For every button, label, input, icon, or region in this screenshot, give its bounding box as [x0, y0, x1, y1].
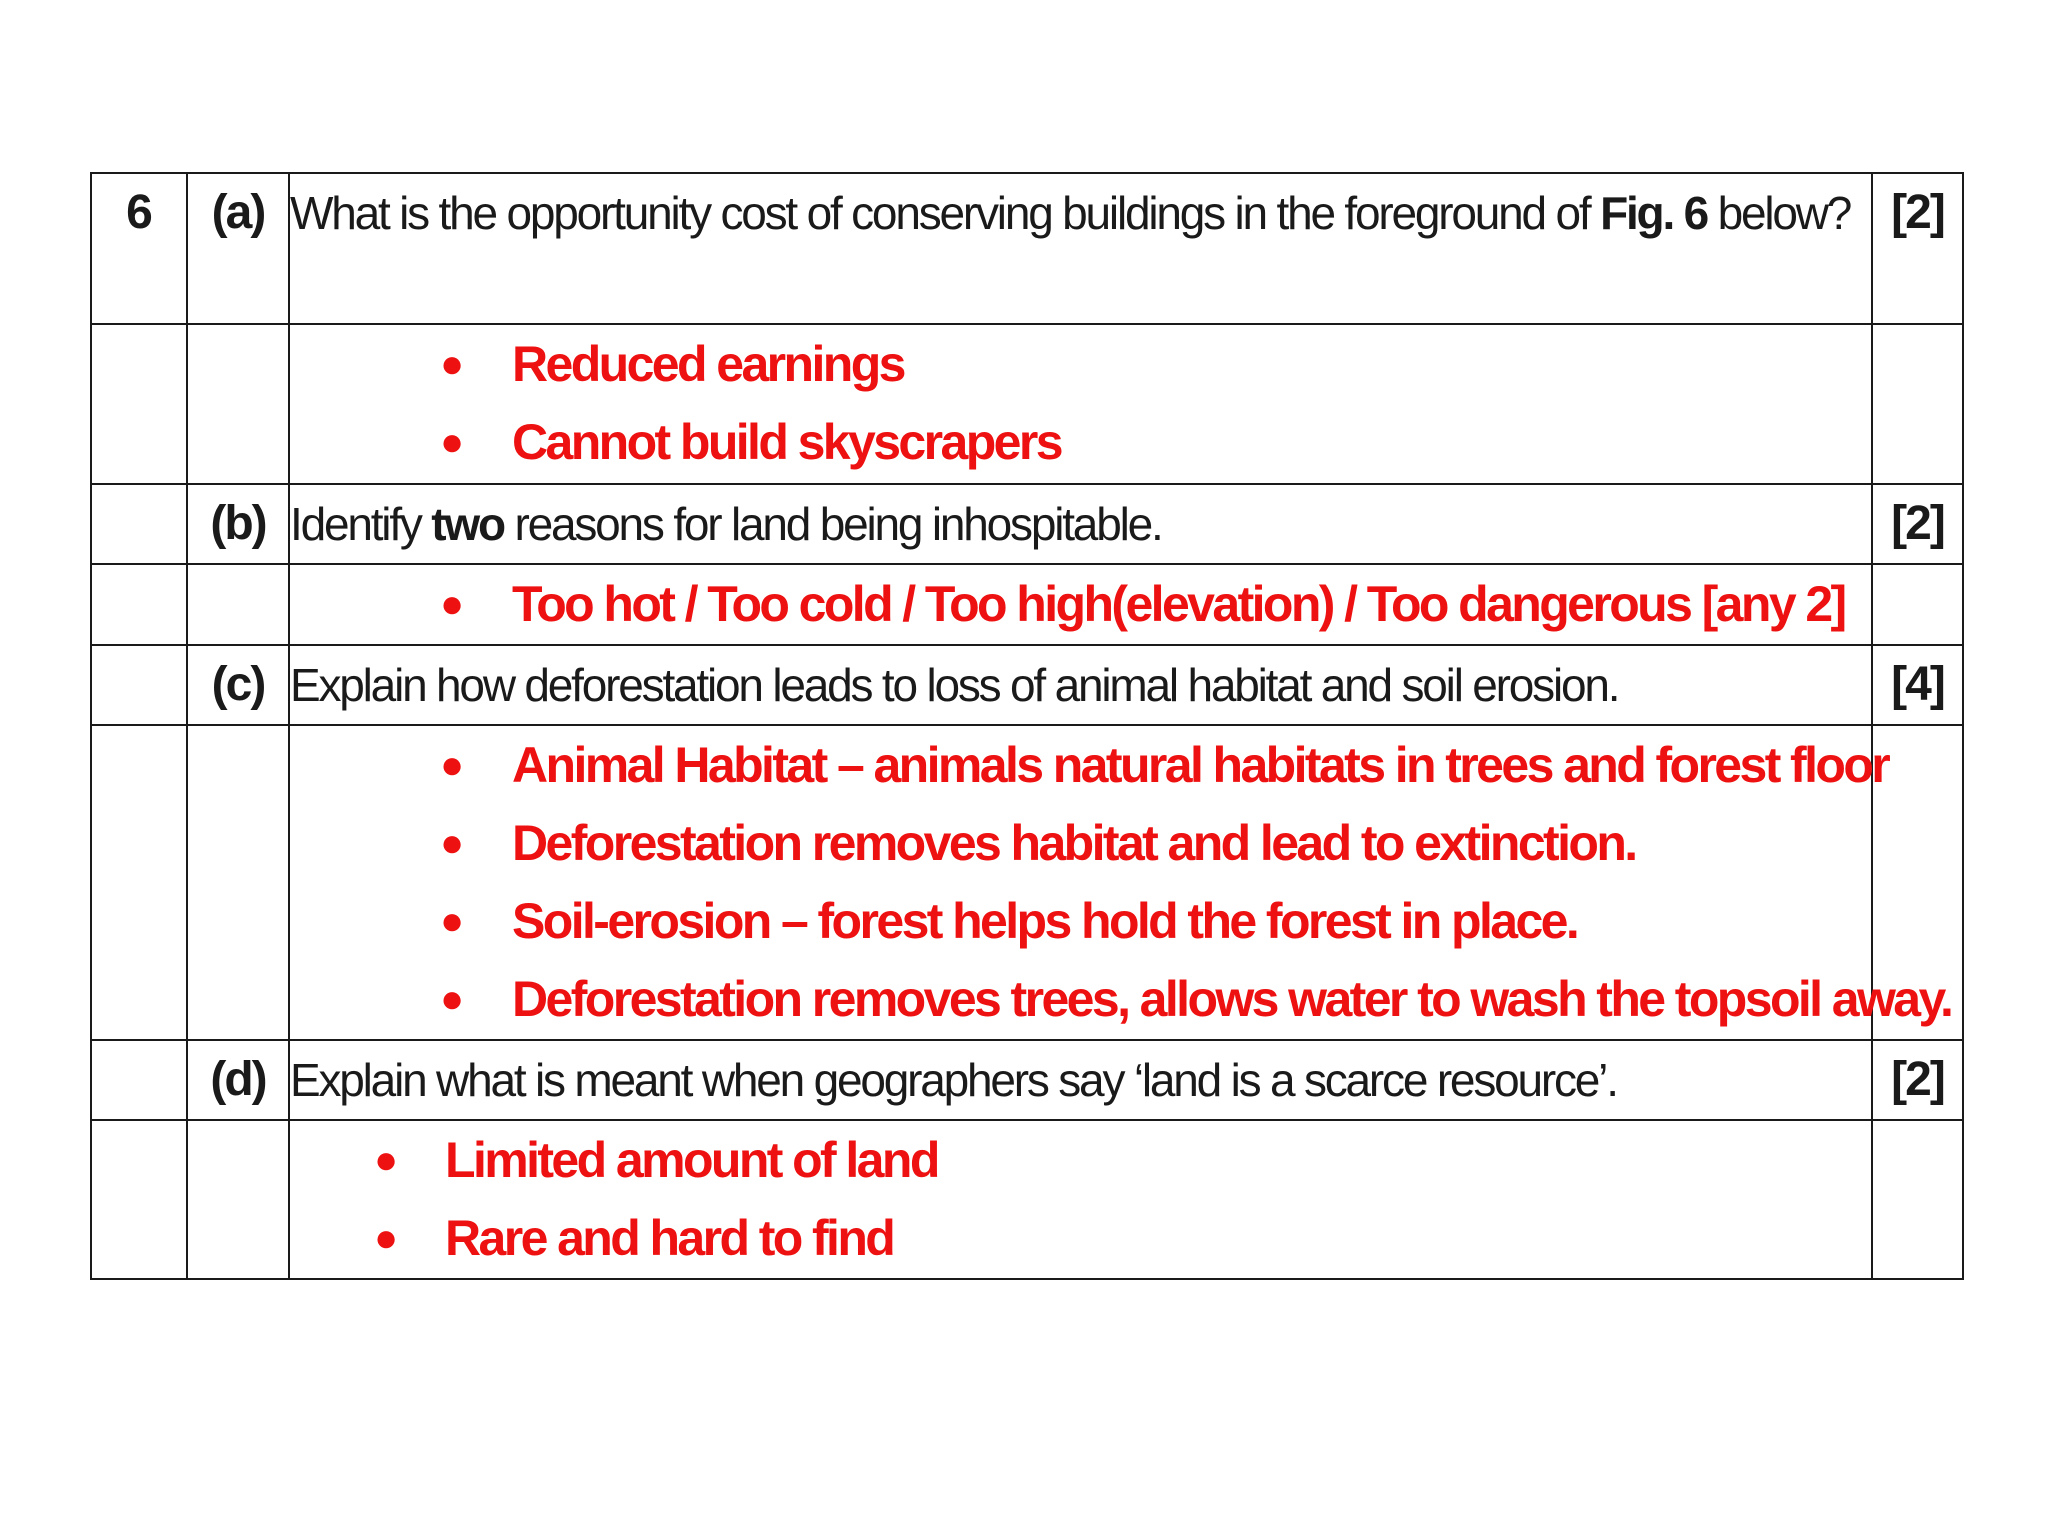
marks-c: [4] [1872, 645, 1963, 725]
question-number: 6 [91, 173, 187, 324]
bullet-icon: ● [440, 342, 462, 386]
answer-cell-a [289, 324, 1872, 484]
bullet-icon: ● [440, 743, 462, 787]
answer-cell-c [289, 725, 1952, 1040]
bullet-icon: ● [440, 582, 462, 626]
answer-item: ● Too hot / Too cold / Too high(elevation) / Too dangerous [any 2] [290, 565, 1871, 643]
question-text-a: What is the opportunity cost of conserving buildings in the foreground of Fig. 6 below? [289, 173, 1872, 324]
part-label-a: (a) [187, 173, 289, 324]
bullet-icon: ● [374, 1138, 396, 1182]
bullet-icon: ● [374, 1216, 396, 1260]
answer-list-b [290, 565, 1871, 643]
part-label-b: (b) [187, 484, 289, 564]
answer-item: ● Deforestation removes habitat and lead to extinction. [290, 804, 1871, 882]
answer-item: ● Deforestation removes trees, allows water to wash the topsoil away. [290, 960, 1871, 1038]
bullet-icon: ● [440, 420, 462, 464]
answer-item: ● Reduced earnings [290, 325, 1871, 403]
answer-item: ● Soil-erosion – forest helps hold the forest in place. [290, 882, 1871, 960]
marks-a: [2] [1872, 173, 1963, 324]
bullet-icon: ● [440, 821, 462, 865]
question-row-b [91, 484, 1963, 564]
answer-cell-d [289, 1120, 1872, 1279]
part-label-d: (d) [187, 1040, 289, 1120]
mark-scheme-sheet [90, 172, 1962, 1280]
answer-row-d [91, 1120, 1963, 1279]
bullet-icon: ● [440, 899, 462, 943]
answer-item: ● Cannot build skyscrapers [290, 403, 1871, 481]
answer-item: ● Limited amount of land [290, 1121, 1871, 1199]
question-text-d: Explain what is meant when geographers say ‘land is a scarce resource’. [289, 1040, 1872, 1120]
question-text-c: Explain how deforestation leads to loss of animal habitat and soil erosion. [289, 645, 1872, 725]
part-label-c: (c) [187, 645, 289, 725]
fig-reference: Fig. 6 [1600, 187, 1707, 239]
bullet-icon: ● [440, 977, 462, 1021]
answer-list-d [290, 1121, 1871, 1277]
question-row-d [91, 1040, 1963, 1120]
answer-list-c [290, 726, 1952, 1038]
answer-row-a [91, 324, 1963, 484]
answer-cell-b [289, 564, 1872, 645]
mark-scheme-table [90, 172, 1964, 1280]
answer-list-a [290, 325, 1871, 481]
answer-item: ● Rare and hard to find [290, 1199, 1871, 1277]
answer-item: ● Animal Habitat – animals natural habitats in trees and forest floor [290, 726, 1871, 804]
marks-b: [2] [1872, 484, 1963, 564]
question-row-a [91, 173, 1963, 324]
question-text-b: Identify two reasons for land being inhospitable. [289, 484, 1872, 564]
answer-row-b [91, 564, 1963, 645]
question-row-c [91, 645, 1963, 725]
marks-d: [2] [1872, 1040, 1963, 1120]
answer-row-c [91, 725, 1963, 1040]
